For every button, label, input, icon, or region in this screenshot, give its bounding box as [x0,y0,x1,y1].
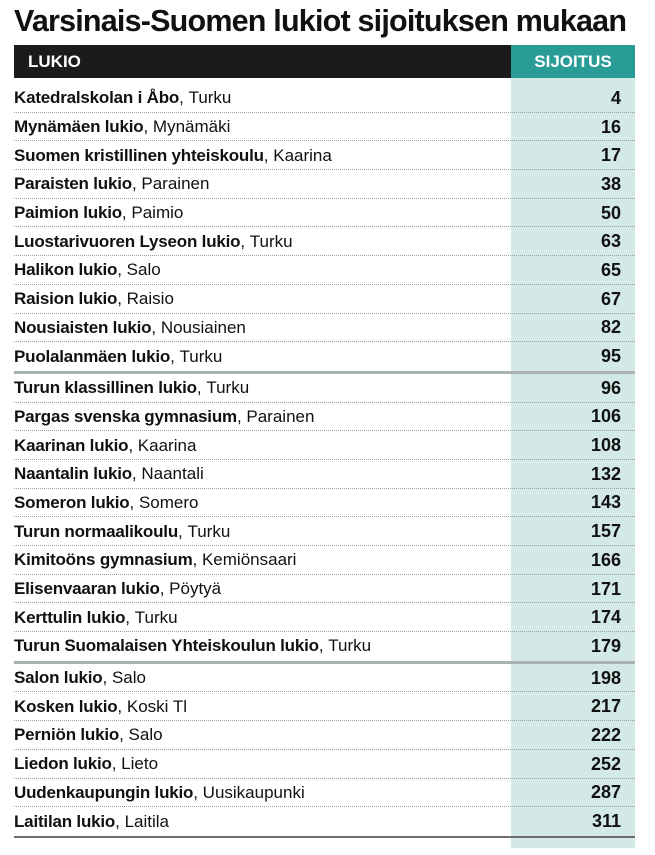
school-rank: 222 [590,724,621,745]
table-row [14,170,635,199]
school-name: Pargas svenska gymnasium [14,406,237,426]
school-city: Nousiainen [160,317,246,337]
school-rank: 143 [590,492,621,513]
school-city: Turku [249,231,293,251]
table-row [14,632,635,661]
school-rank: 217 [590,696,621,717]
school-rank: 4 [610,87,621,108]
table-row [14,84,635,113]
school-city: Pöytyä [169,579,222,599]
school-name: Perniön lukio [14,725,120,745]
school-rank: 171 [590,578,621,599]
school-name: Nousiaisten lukio [14,317,152,337]
table-row [14,664,635,693]
school-name: Elisenvaaran lukio [14,579,160,599]
column-header-school: LUKIO [28,52,81,71]
school-name: Luostarivuoren Lyseon lukio [14,231,241,251]
school-rank: 106 [590,406,621,427]
school-name: Raision lukio [14,289,118,309]
school-name: Kosken lukio [14,696,118,716]
school-rank: 311 [591,811,621,832]
separator: , [236,406,247,426]
table-row [14,603,635,632]
school-city: Parainen [141,174,210,194]
school-rank: 132 [590,463,621,484]
separator: , [151,317,161,337]
table-row [14,517,635,546]
school-city: Salo [128,725,163,745]
table-row [14,692,635,721]
school-rank: 174 [590,607,621,628]
school-city: Turku [179,346,223,366]
school-city: Turku [206,378,250,398]
school-city: Parainen [246,406,315,426]
school-name: Puolalanmäen lukio [14,346,171,366]
school-name: Halikon lukio [14,260,118,280]
school-rank: 108 [590,435,621,456]
separator: , [143,117,153,137]
school-city: Turku [188,88,232,108]
separator: , [240,231,250,251]
school-name: Suomen kristillinen yhteiskoulu [14,145,264,165]
page-title: Varsinais-Suomen lukiot sijoituksen mukaan [14,4,627,38]
table-row [14,141,635,170]
ranking-table [14,84,635,838]
school-name: Katedralskolan i Åbo [14,88,180,108]
school-city: Kaarina [273,145,332,165]
separator: , [263,145,274,165]
school-city: Koski Tl [126,696,188,716]
school-name: Kaarinan lukio [14,435,129,455]
school-city: Paimio [131,203,184,223]
table-row [14,489,635,518]
school-rank: 95 [600,346,621,367]
school-city: Turku [328,636,372,656]
school-city: Somero [138,492,199,512]
school-name: Turun Suomalaisen Yhteiskoulun lukio [14,636,319,656]
school-city: Salo [111,668,146,688]
column-header-rank: SIJOITUS [511,45,635,78]
ranking-group [14,664,635,838]
table-header [14,45,635,78]
separator: , [125,607,135,627]
school-rank: 38 [600,173,621,194]
school-city: Laitila [124,811,169,831]
school-rank: 287 [590,782,621,803]
school-rank: 166 [590,549,621,570]
separator: , [192,550,202,570]
table-row [14,113,635,142]
separator: , [318,636,329,656]
school-rank: 157 [590,521,621,542]
school-rank: 96 [600,377,621,398]
separator: , [111,754,122,774]
ranking-group [14,84,635,374]
separator: , [102,668,112,688]
school-city: Turku [134,607,178,627]
table-row [14,314,635,343]
school-name: Liedon lukio [14,754,112,774]
school-name: Kerttulin lukio [14,607,126,627]
school-name: Kimitoöns gymnasium [14,550,193,570]
separator: , [117,289,127,309]
school-rank: 16 [600,116,621,137]
table-row [14,721,635,750]
table-row [14,779,635,808]
separator: , [119,725,129,745]
table-row [14,403,635,432]
table-row [14,256,635,285]
separator: , [131,174,142,194]
school-name: Uudenkaupungin lukio [14,782,194,802]
separator: , [179,88,189,108]
table-row [14,374,635,403]
table-row [14,546,635,575]
separator: , [131,464,142,484]
school-name: Paraisten lukio [14,174,132,194]
school-city: Kemiönsaari [201,550,297,570]
table-row [14,460,635,489]
school-city: Kaarina [137,435,197,455]
school-city: Raisio [126,289,174,309]
school-rank: 63 [600,231,621,252]
separator: , [115,811,125,831]
separator: , [170,346,180,366]
school-city: Mynämäki [152,117,231,137]
separator: , [159,579,170,599]
school-rank: 82 [600,317,621,338]
school-rank: 252 [590,753,621,774]
school-rank: 65 [600,259,621,280]
table-row [14,342,635,371]
school-rank: 50 [600,202,621,223]
school-name: Paimion lukio [14,203,122,223]
table-row [14,199,635,228]
table-row [14,807,635,836]
separator: , [117,696,127,716]
school-rank: 179 [590,635,621,656]
table-row [14,285,635,314]
separator: , [178,521,188,541]
school-city: Uusikaupunki [202,782,305,802]
separator: , [117,260,127,280]
separator: , [129,492,139,512]
school-rank: 17 [600,145,621,166]
school-name: Turun klassillinen lukio [14,378,197,398]
separator: , [121,203,132,223]
school-name: Turun normaalikoulu [14,521,179,541]
ranking-group [14,374,635,664]
school-city: Lieto [121,754,159,774]
separator: , [193,782,203,802]
table-row [14,431,635,460]
table-row [14,750,635,779]
school-name: Naantalin lukio [14,464,132,484]
table-row [14,575,635,604]
school-city: Salo [126,260,161,280]
school-name: Laitilan lukio [14,811,116,831]
school-city: Turku [187,521,231,541]
school-rank: 67 [600,288,621,309]
school-name: Someron lukio [14,492,130,512]
school-rank: 198 [590,667,621,688]
separator: , [196,378,207,398]
separator: , [128,435,138,455]
school-name: Salon lukio [14,668,103,688]
school-city: Naantali [141,464,204,484]
table-row [14,227,635,256]
school-name: Mynämäen lukio [14,117,144,137]
